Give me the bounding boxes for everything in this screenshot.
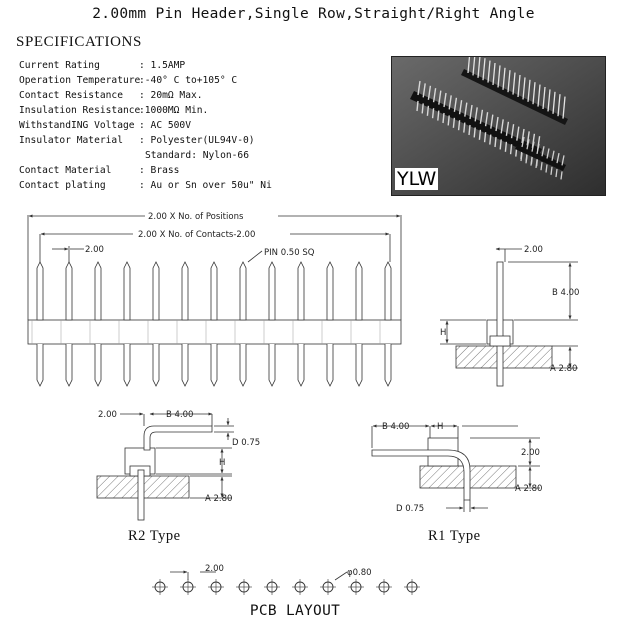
side-dim-h: H (440, 328, 447, 338)
r2-type-label: R2 Type (128, 528, 181, 544)
spec-label: Operation Temperature (19, 75, 141, 86)
spec-value: Standard: Nylon-66 (145, 150, 249, 161)
spec-value: : 1.5AMP (139, 60, 186, 71)
spec-value: : 20mΩ Max. (139, 90, 203, 101)
side-dim-pitch: 2.00 (524, 245, 543, 255)
spec-label: Insulator Material (19, 135, 123, 146)
specifications-heading: SPECIFICATIONS (16, 34, 142, 50)
r2-dim-d: D 0.75 (232, 438, 261, 448)
spec-label: Current Rating (19, 60, 100, 71)
r1-dim-b: B 4.00 (382, 422, 410, 432)
r2-dim-pitch: 2.00 (98, 410, 117, 420)
dim-contacts: 2.00 X No. of Contacts-2.00 (138, 230, 256, 240)
spec-label: Insulation Resistance (19, 105, 141, 116)
spec-label: Contact Resistance (19, 90, 123, 101)
r1-dim-d: D 0.75 (396, 504, 425, 514)
r1-dim-a: A 2.80 (515, 484, 543, 494)
pin-note: PIN 0.50 SQ (264, 248, 315, 258)
spec-value: : AC 500V (139, 120, 191, 131)
page-title: 2.00mm Pin Header,Single Row,Straight/Right Angle (92, 6, 535, 22)
spec-label: WithstandING Voltage (19, 120, 135, 131)
spec-value: : Brass (139, 165, 180, 176)
dim-pitch: 2.00 (85, 245, 104, 255)
spec-label: Contact plating (19, 180, 106, 191)
r2-type-drawing (97, 414, 234, 520)
r2-dim-a: A 2.80 (205, 494, 233, 504)
pcb-layout (152, 572, 420, 595)
r2-dim-h: H (219, 458, 226, 468)
spec-value: :-40° C to+105° C (139, 75, 238, 86)
ylw-badge: YLW (397, 168, 437, 190)
side-dim-a: A 2.80 (550, 364, 578, 374)
pcb-dim-hole: φ0.80 (347, 568, 372, 578)
r2-dim-b: B 4.00 (166, 410, 194, 420)
pcb-dim-pitch: 2.00 (205, 564, 224, 574)
r1-dim-pitch: 2.00 (521, 448, 540, 458)
dim-positions: 2.00 X No. of Positions (148, 212, 244, 222)
side-dim-b: B 4.00 (552, 288, 580, 298)
front-view (28, 215, 401, 386)
r1-dim-h: H (437, 422, 444, 432)
r1-type-label: R1 Type (428, 528, 481, 544)
spec-value: :1000MΩ Min. (139, 105, 209, 116)
r1-type-drawing (372, 426, 543, 512)
pcb-layout-label: PCB LAYOUT (249, 603, 341, 619)
spec-label: Contact Material (19, 165, 112, 176)
spec-value: : Au or Sn over 50u" Ni (139, 180, 272, 191)
spec-value: : Polyester(UL94V-0) (139, 135, 255, 146)
